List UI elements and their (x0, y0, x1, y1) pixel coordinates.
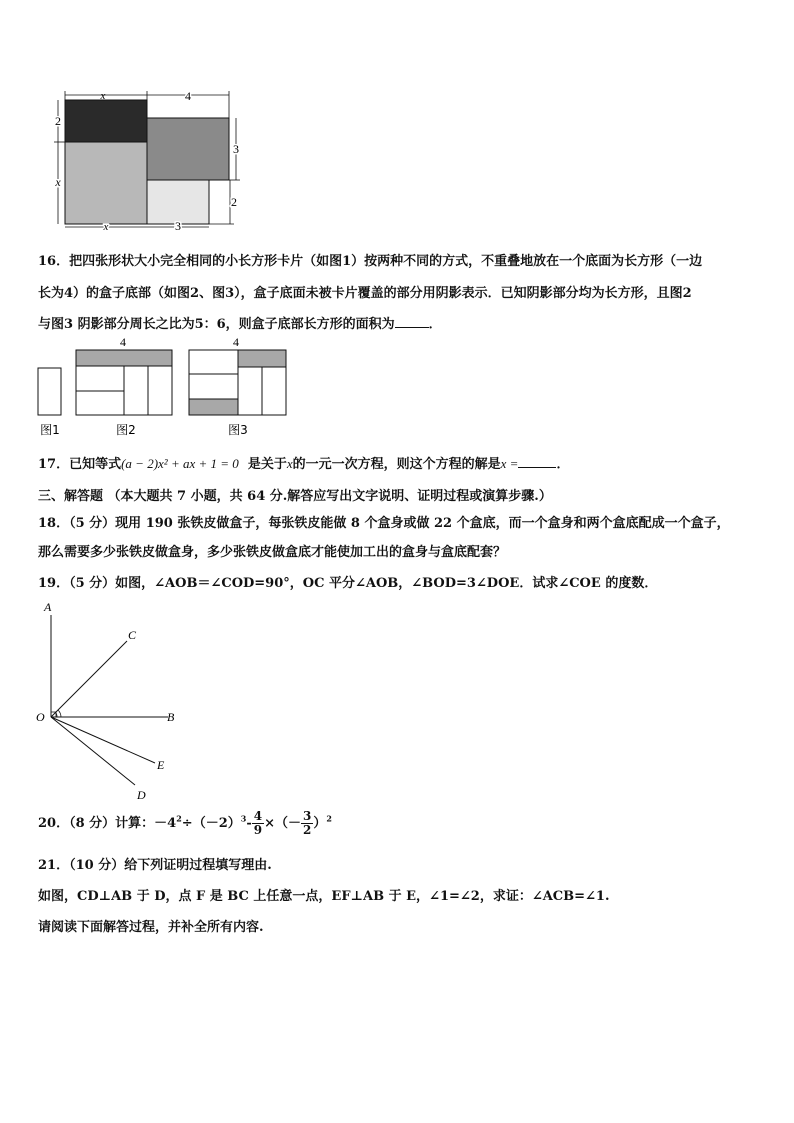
label-3-right: 3 (233, 142, 239, 156)
label-3-bottom: 3 (175, 219, 181, 230)
q17-pre: 17．已知等式 (38, 457, 122, 472)
label-2-right: 2 (231, 195, 237, 209)
q16-line2: 长为4）的盒子底部（如图2、图3），盒子底面未被卡片覆盖的部分用阴影表示．已知阴影部分均为长方形，且图2 (38, 286, 692, 301)
top-rectangle-figure (48, 90, 248, 230)
frac1-num: 4 (253, 809, 263, 823)
label-O: O (36, 710, 45, 724)
label-4: 4 (185, 90, 191, 103)
q16-line3 (38, 313, 442, 332)
frac2-den: 2 (303, 823, 312, 837)
label-B: B (167, 710, 175, 724)
frac2-num: 3 (303, 809, 312, 823)
label-E: E (157, 758, 165, 772)
q17-ans-var: x = (500, 456, 519, 471)
q17-mid: 是关于 (247, 457, 287, 472)
answer-blank-17 (518, 455, 556, 468)
label-C: C (128, 628, 137, 642)
q19-angle-figure (30, 595, 190, 805)
label-x-top: x (100, 90, 106, 102)
q18-line2: 那么需要多少张铁皮做盒身，多少张铁皮做盒底才能使加工出的盒身与盒底配套？ (38, 545, 507, 560)
caption-fig1: 图1 (40, 423, 60, 436)
q20-exp2: 2 (176, 813, 182, 824)
q20-exp3: 3 (240, 813, 247, 824)
gray-rect-left (65, 142, 147, 224)
fig3-shade-top (238, 350, 286, 367)
q17-post: ． (556, 457, 570, 472)
q18-line1: 18．（5 分）现用 190 张铁皮做盒子，每张铁皮能做 8 个盒身或做 22 个盒底，而一个盒身和两个盒底配成一个盒子， (38, 516, 730, 531)
q21-line2: 如图，CD⊥AB 于 D，点 F 是 BC 上任意一点，EF⊥AB 于 E，∠1=∠2，求证：∠ACB=∠1. (38, 889, 610, 904)
q17-equation: (a − 2)x² + ax + 1 = 0 (121, 456, 239, 471)
dark-rect (65, 100, 147, 142)
answer-blank-16 (395, 315, 429, 328)
q20-fraction-2 (301, 810, 313, 837)
fig2-shade (76, 350, 172, 366)
q20-fraction-1 (252, 810, 264, 837)
section-3-heading: 三、解答题 （本大题共 7 小题，共 64 分.解答应写出文字说明、证明过程或演算步骤.） (38, 489, 552, 504)
label-A: A (44, 600, 52, 614)
q17-line (38, 453, 569, 472)
fig3-shade-bottom (189, 399, 238, 415)
q16-line1: 16．把四张形状大小完全相同的小长方形卡片（如图1）按两种不同的方式，不重叠地放在一个底面为长方形（一边 (38, 254, 703, 269)
q17-var: x (286, 456, 293, 471)
label-2-left: 2 (55, 114, 61, 128)
fig3-top-label: 4 (233, 336, 239, 349)
q21-line3: 请阅读下面解答过程，并补全所有内容. (38, 920, 264, 935)
label-x-bottom: x (103, 221, 109, 230)
caption-fig2: 图2 (116, 423, 136, 436)
fig2-top-label: 4 (120, 336, 126, 349)
fig1-card (38, 368, 61, 415)
frac1-den: 9 (253, 823, 263, 837)
q20-dot: - (246, 816, 252, 831)
q20-times: ×（－ (264, 816, 301, 831)
gray-rect-right (147, 118, 229, 180)
label-x-left: x (55, 175, 61, 189)
q20-close: ） (313, 816, 327, 831)
q19-text: 19．（5 分）如图，∠AOB＝∠COD=90°，OC 平分∠AOB，∠BOD=3∠DOE．试求∠COE 的度数． (38, 576, 658, 591)
q20-expression (38, 810, 332, 837)
q20-exp-last: 2 (326, 813, 332, 824)
light-rect (147, 180, 209, 224)
q21-line1: 21．（10 分）给下列证明过程填写理由. (38, 858, 272, 873)
caption-fig3: 图3 (228, 423, 248, 436)
q20-mid: ÷（－2） (181, 816, 241, 831)
q16-figures (36, 336, 306, 436)
label-D: D (137, 788, 146, 802)
q20-pre: 20．（8 分）计算：－4 (38, 816, 177, 831)
q17-mid2: 的一元一次方程，则这个方程的解是 (292, 457, 501, 472)
q16-line3-text: 与图3 阴影部分周长之比为5：6，则盒子底部长方形的面积为 (38, 317, 395, 332)
q16-line3-end: ． (428, 317, 442, 332)
